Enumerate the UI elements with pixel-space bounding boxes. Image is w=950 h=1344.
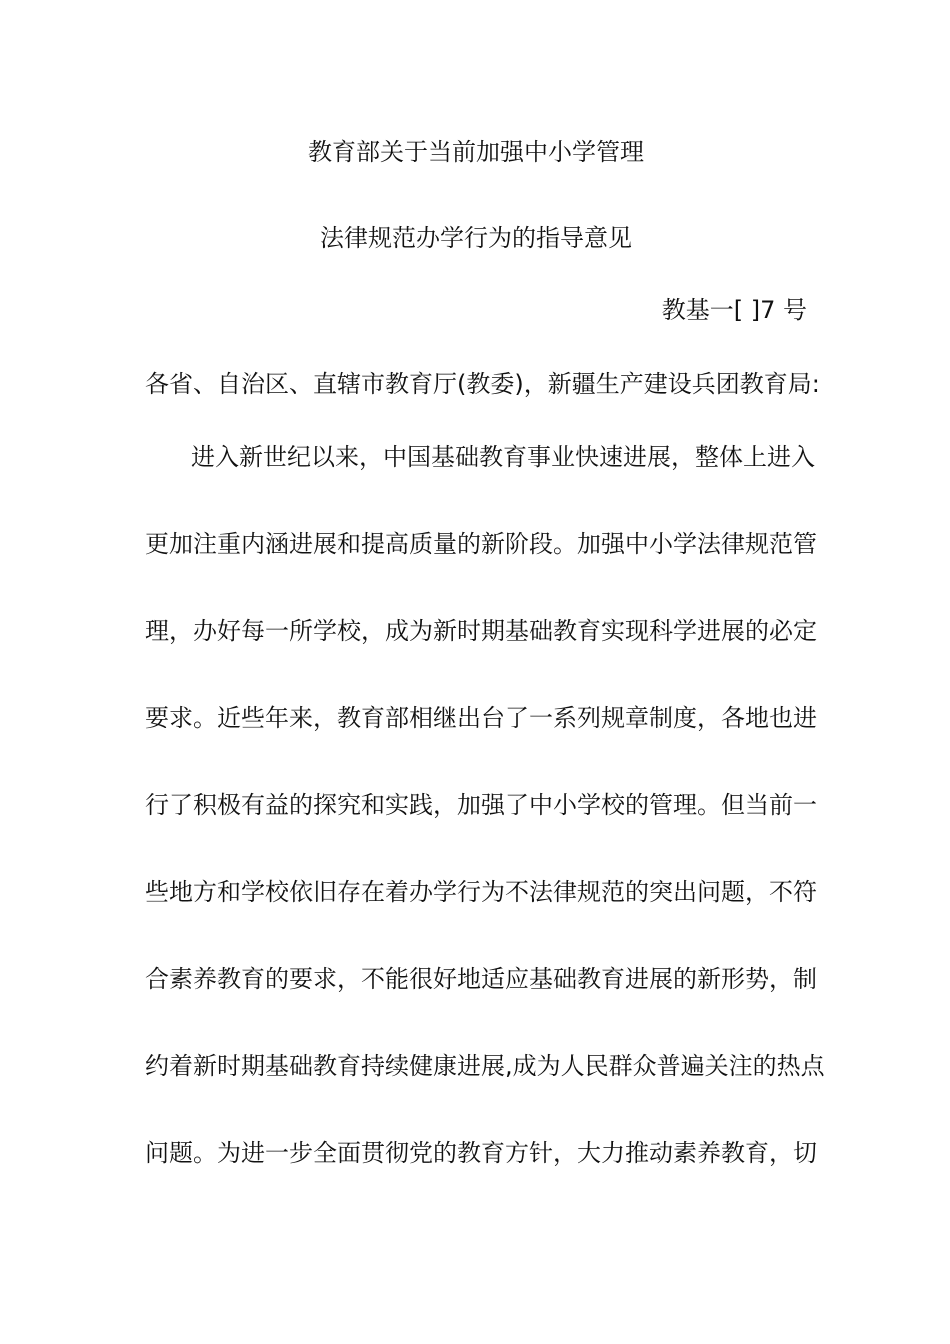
body-line-2: 更加注重内涵进展和提高质量的新阶段。加强中小学法律规范管 — [145, 530, 817, 558]
document-number: 教基一[ ]7 号 — [661, 296, 807, 324]
body-line-8: 约着新时期基础教育持续健康进展,成为人民群众普遍关注的热点 — [145, 1052, 825, 1080]
body-line-7: 合素养教育的要求，不能很好地适应基础教育进展的新形势，制 — [145, 965, 817, 993]
body-line-4: 要求。近些年来，教育部相继出台了一系列规章制度，各地也进 — [145, 704, 817, 732]
document-title-line-2: 法律规范办学行为的指导意见 — [320, 224, 632, 252]
document-title-line-1: 教育部关于当前加强中小学管理 — [308, 138, 644, 166]
salutation: 各省、自治区、直辖市教育厅(教委)，新疆生产建设兵团教育局: — [145, 370, 820, 398]
body-line-5: 行了积极有益的探究和实践，加强了中小学校的管理。但当前一 — [145, 791, 817, 819]
body-line-6: 些地方和学校依旧存在着办学行为不法律规范的突出问题，不符 — [145, 878, 817, 906]
body-line-3: 理，办好每一所学校，成为新时期基础教育实现科学进展的必定 — [145, 617, 817, 645]
body-line-9: 问题。为进一步全面贯彻党的教育方针，大力推动素养教育，切 — [145, 1139, 817, 1167]
body-line-1: 进入新世纪以来，中国基础教育事业快速进展，整体上进入 — [191, 443, 815, 471]
